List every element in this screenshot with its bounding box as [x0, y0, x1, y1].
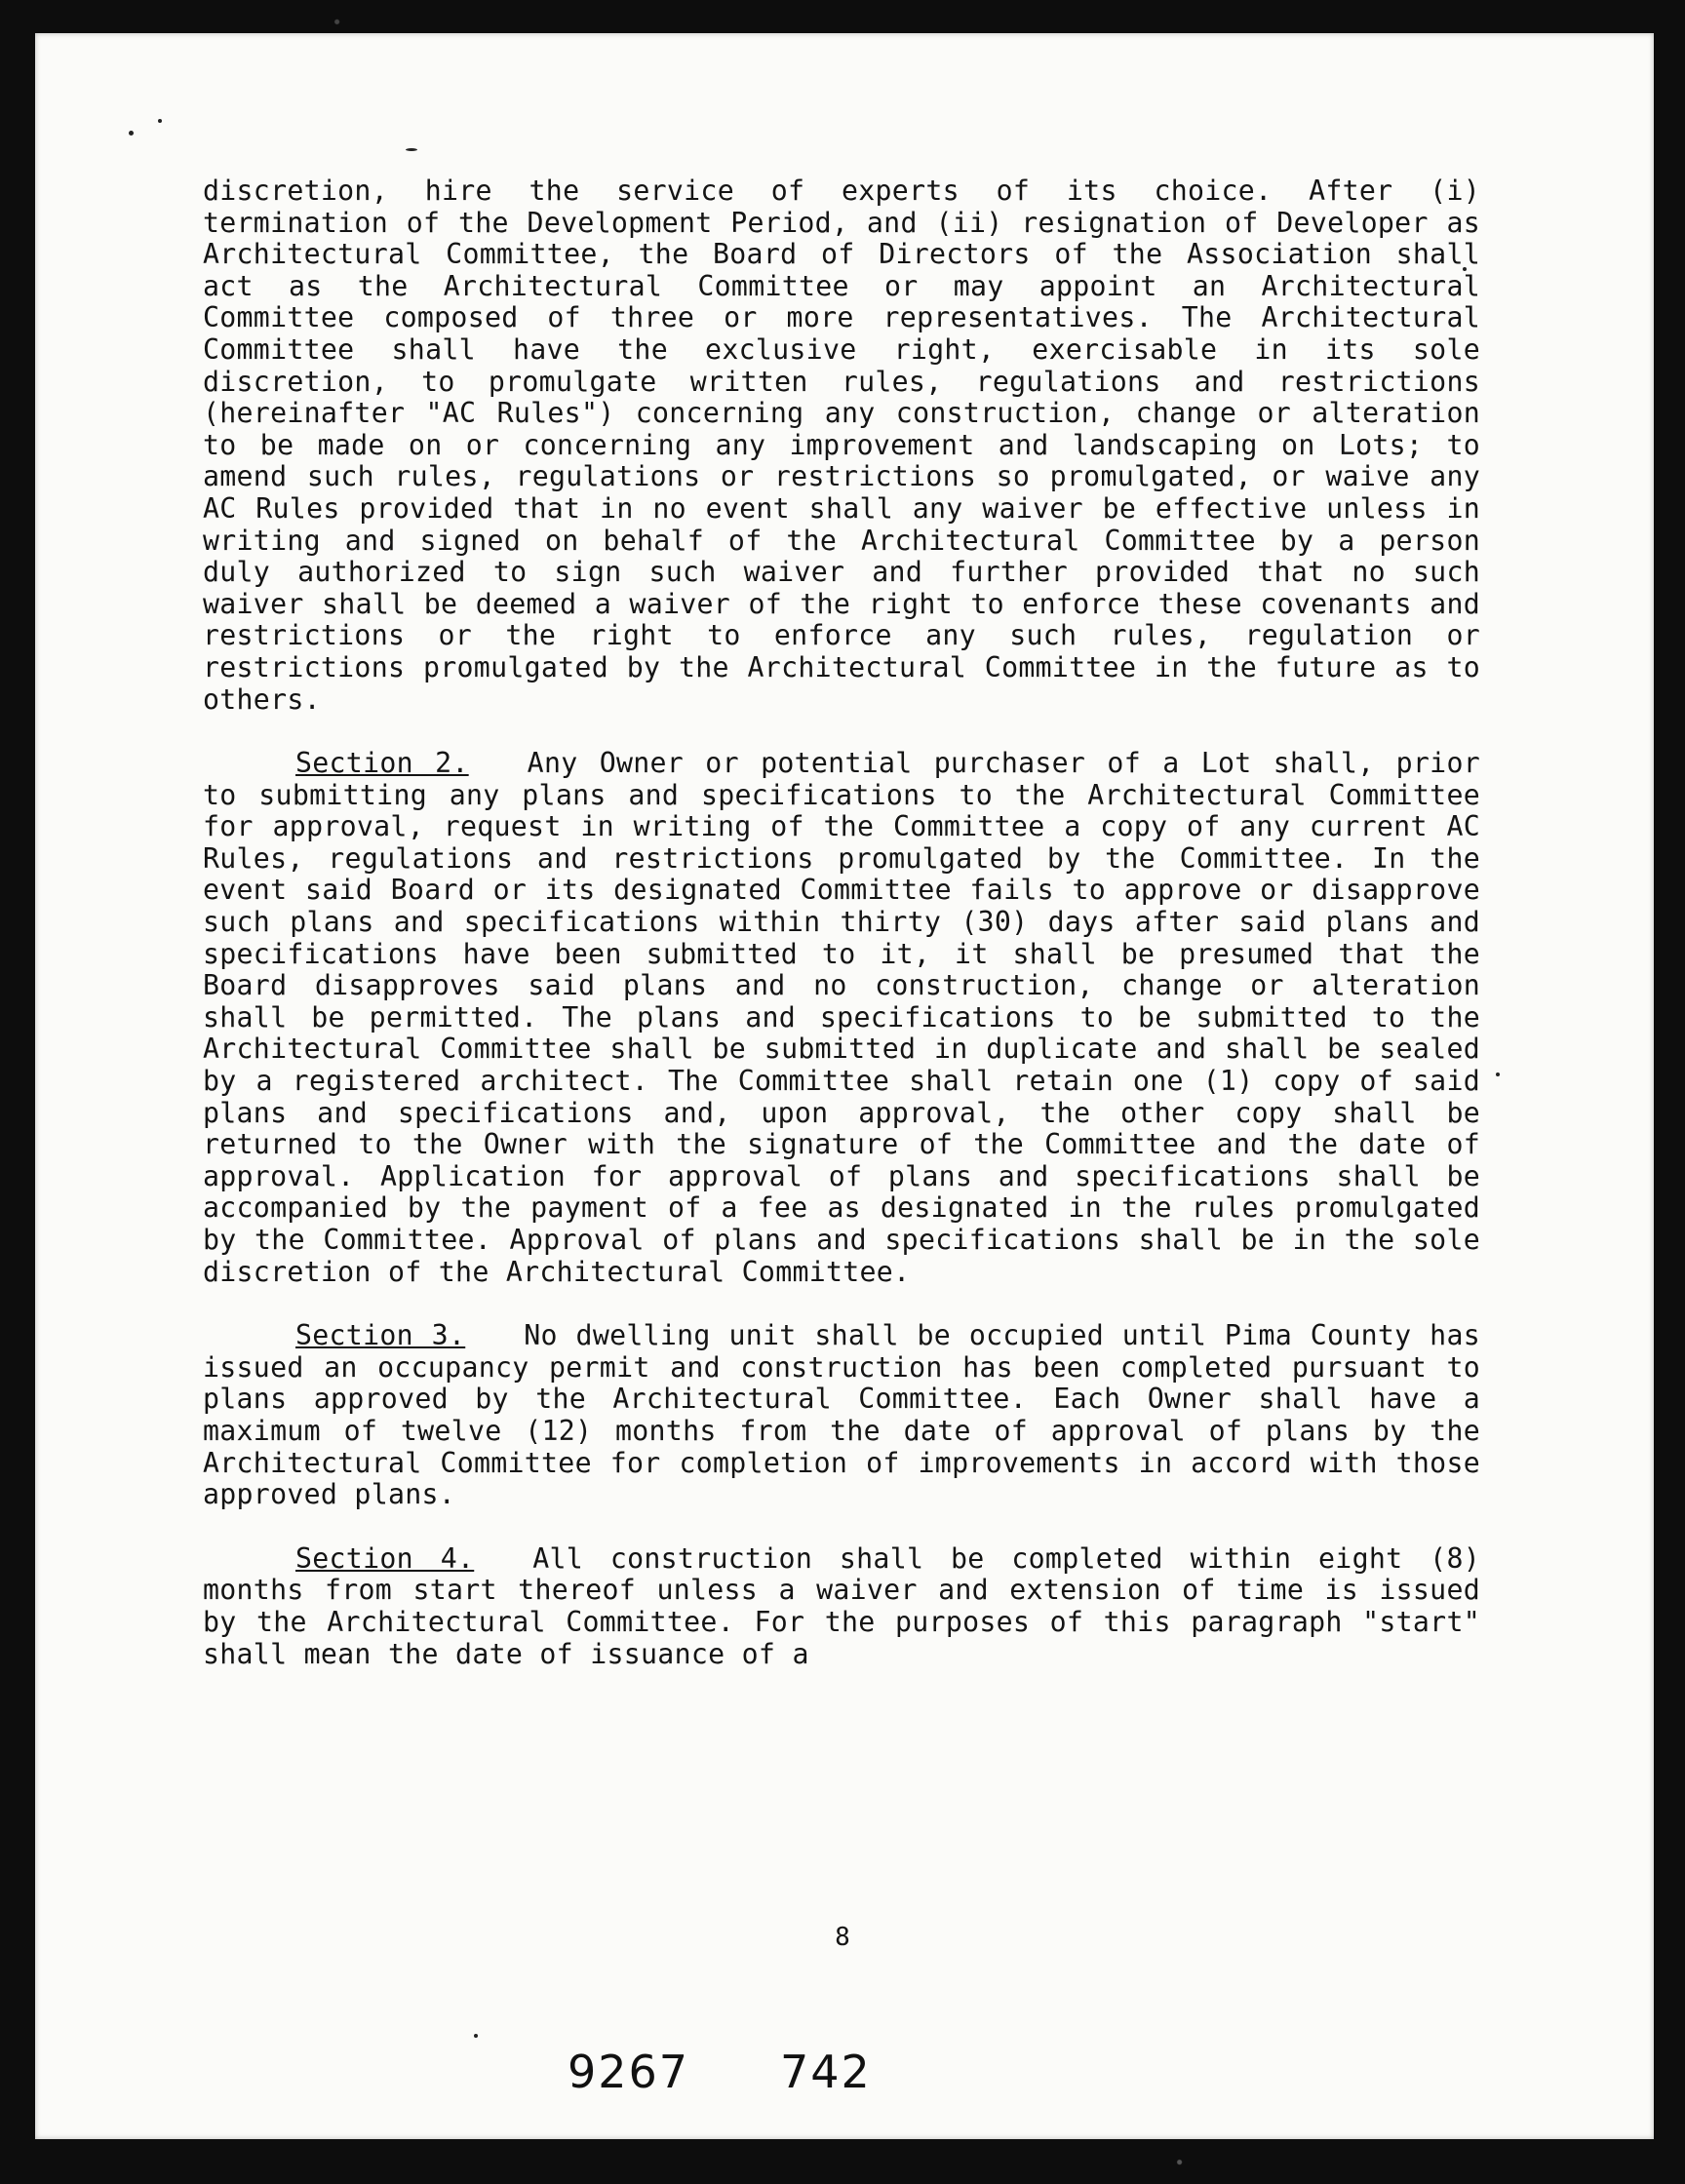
scan-speck — [1496, 1072, 1500, 1076]
section-heading: Section 2. — [295, 747, 469, 780]
stamp-number-left: 9267 — [568, 2046, 690, 2098]
paragraph-text: No dwelling unit shall be occupied until Pima County has issued an occupancy permit and construction has been completed pursuant to plans approved by the Architectural Committee. Each Owner shall have a maximum of twelve (12) months from the date of approval of plans by the Architectural Committee for completion of improvements in accord with those approved plans. — [203, 1319, 1480, 1511]
scan-speck — [406, 148, 417, 151]
paragraph-continuation — [203, 176, 1480, 716]
paragraph-section-4 — [203, 1543, 1480, 1670]
page-number: 8 — [835, 1923, 850, 1952]
paragraph-text: All construction shall be completed within eight (8) months from start thereof unless a waiver and extension of time is issued by the Architectural Committee. For the purposes of this paragraph "start" shall mean the date of issuance of a — [203, 1541, 1480, 1670]
scan-speck — [158, 119, 162, 123]
scan-speck — [474, 2034, 478, 2038]
paragraph-section-3 — [203, 1320, 1480, 1511]
scan-speck — [129, 131, 134, 136]
section-heading: Section 3. — [295, 1319, 466, 1352]
section-heading: Section 4. — [295, 1541, 475, 1575]
document-body — [203, 176, 1480, 1702]
paragraph-text: Any Owner or potential purchaser of a Lot shall, prior to submitting any plans and specifications to the Architectural Committee for approval, request in writing of the Committee a copy of any current AC Rules, regulations and restrictions promulgated by the Committee. In the event said Board or its designated Committee fails to approve or disapprove such plans and specifications within thirty (30) days after said plans and specifications have been submitted to it, it shall be presumed that the Board disapproves said plans and no construction, change or alteration shall be permitted. The plans and specifications to be submitted to the Architectural Committee shall be submitted in duplicate and shall be sealed by a registered architect. The Committee shall retain one (1) copy of said plans and specifications and, upon approval, the other copy shall be returned to the Owner with the signature of the Committee and the date of approval. Application for approval of plans and specifications shall be accompanied by the payment of a fee as designated in the rules promulgated by the Committee. Approval of plans and specifications shall be in the sole discretion of the Architectural Committee. — [203, 747, 1480, 1288]
paragraph-text: discretion, hire the service of experts of its choice. After (i) termination of the Development Period, and (ii) resignation of Developer as Architectural Committee, the Board of Directors of the Association shall act as the Architectural Committee or may appoint an Architectural Committee composed of three or more representatives. The Architectural Committee shall have the exclusive right, exercisable in its sole discretion, to promulgate written rules, regulations and restrictions (hereinafter "AC Rules") concerning any construction, change or alteration to be made on or concerning any improvement and landscaping on Lots; to amend such rules, regulations or restrictions so promulgated, or waive any AC Rules provided that in no event shall any waiver be effective unless in writing and signed on behalf of the Architectural Committee by a person duly authorized to sign such waiver and further provided that no such waiver shall be deemed a waiver of the right to enforce these covenants and restrictions or the right to enforce any such rules, regulation or restrictions promulgated by the Architectural Committee in the future as to others. — [203, 175, 1480, 716]
paragraph-section-2 — [203, 748, 1480, 1288]
stamp-number-right: 742 — [780, 2046, 872, 2098]
